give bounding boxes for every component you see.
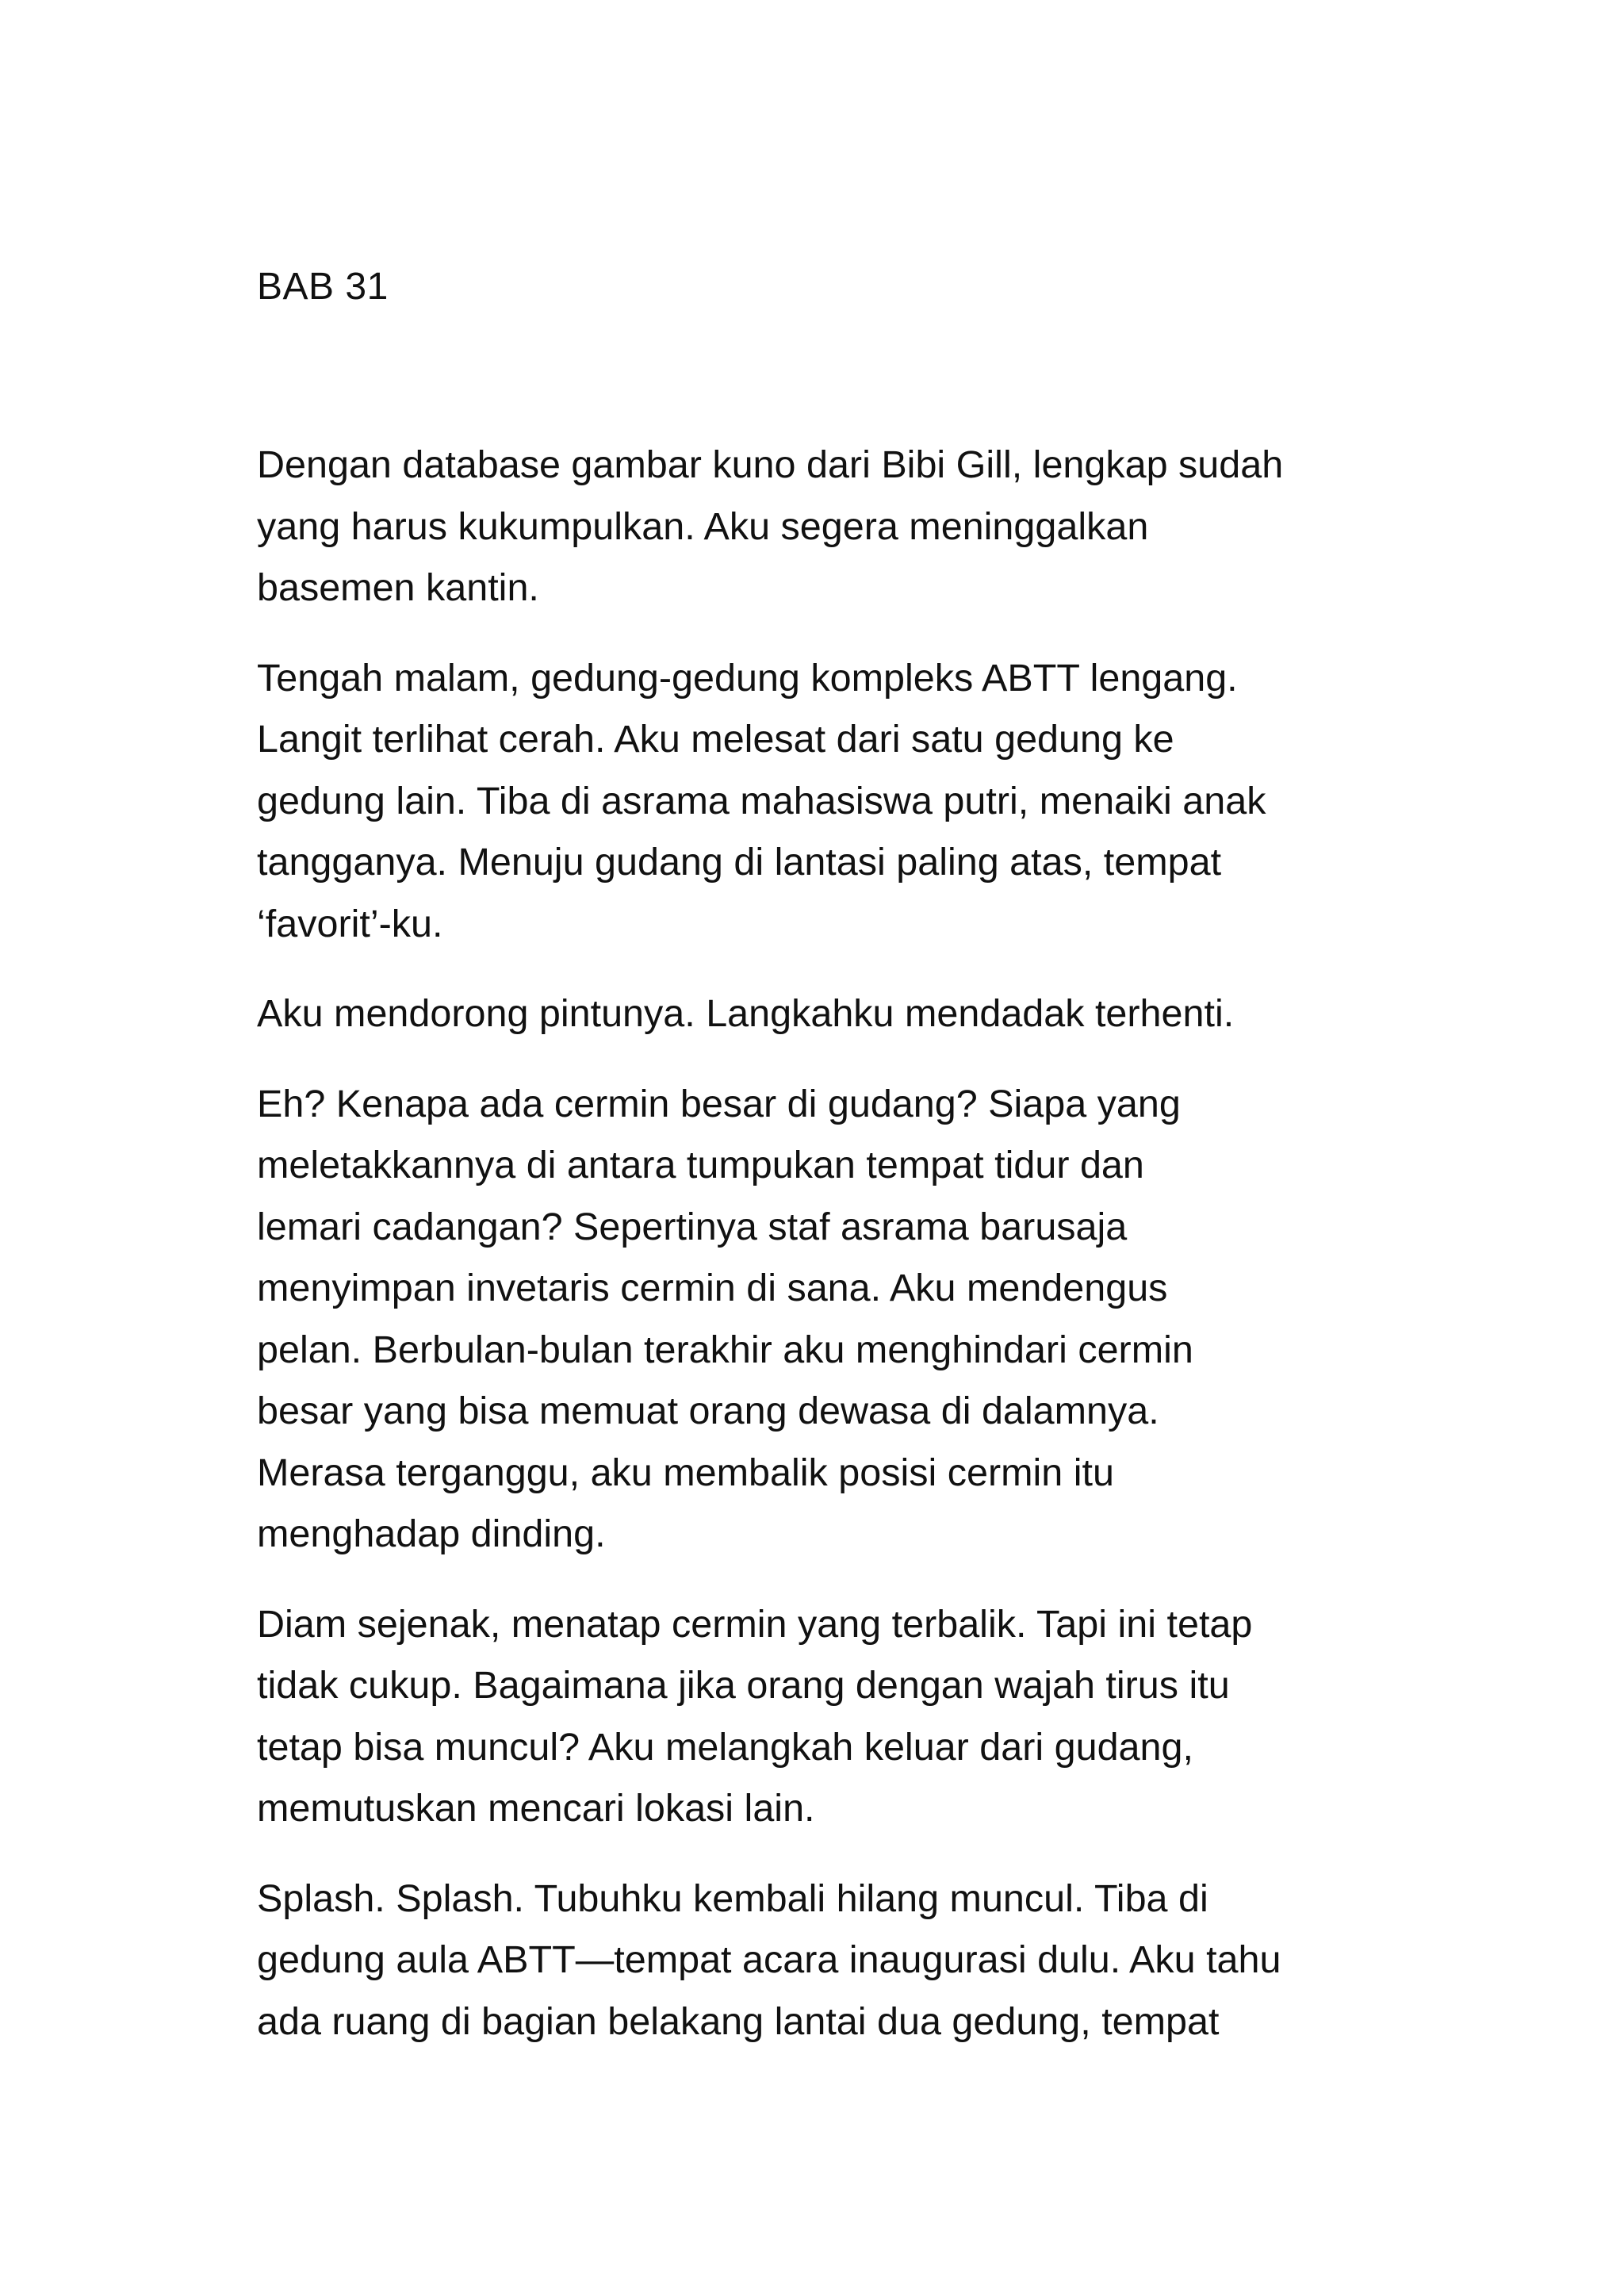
text-line: yang harus kukumpulkan. Aku segera meninggalkan <box>257 504 1149 548</box>
text-line: Diam sejenak, menatap cermin yang terbalik. Tapi ini tetap <box>257 1602 1253 1646</box>
paragraph-4 <box>257 1074 1383 1566</box>
text-line: Merasa terganggu, aku membalik posisi cermin itu <box>257 1451 1114 1494</box>
text-line: meletakkannya di antara tumpukan tempat tidur dan <box>257 1144 1144 1186</box>
text-line: lemari cadangan? Sepertinya staf asrama barusaja <box>257 1205 1128 1248</box>
text-line: basemen kantin. <box>257 566 539 609</box>
text-line: Tengah malam, gedung-gedung kompleks ABTT lengang. <box>257 656 1238 700</box>
text-line: besar yang bisa memuat orang dewasa di dalamnya. <box>257 1389 1159 1432</box>
paragraph-6 <box>257 1869 1383 2053</box>
text-line: ‘favorit’-ku. <box>257 902 443 945</box>
text-line: Dengan database gambar kuno dari Bibi Gill, lengkap sudah <box>257 443 1284 486</box>
body-text <box>257 435 1383 2081</box>
paragraph-5 <box>257 1594 1383 1840</box>
text-line: menyimpan invetaris cermin di sana. Aku mendengus <box>257 1267 1168 1309</box>
text-line: Eh? Kenapa ada cermin besar di gudang? Siapa yang <box>257 1082 1181 1125</box>
chapter-title: BAB 31 <box>257 266 389 308</box>
text-line: menghadap dinding. <box>257 1512 606 1555</box>
text-line: Langit terlihat cerah. Aku melesat dari satu gedung ke <box>257 718 1174 761</box>
paragraph-1 <box>257 435 1383 619</box>
paragraph-3 <box>257 983 1383 1045</box>
text-line: Aku mendorong pintunya. Langkahku mendadak terhenti. <box>257 992 1235 1035</box>
text-line: tetap bisa muncul? Aku melangkah keluar dari gudang, <box>257 1725 1193 1769</box>
text-line: ada ruang di bagian belakang lantai dua gedung, tempat <box>257 1999 1220 2043</box>
text-line: tidak cukup. Bagaimana jika orang dengan wajah tirus itu <box>257 1664 1230 1707</box>
text-line: memutuskan mencari lokasi lain. <box>257 1787 815 1830</box>
text-line: gedung aula ABTT—tempat acara inaugurasi dulu. Aku tahu <box>257 1938 1281 1981</box>
text-line: tangganya. Menuju gudang di lantasi paling atas, tempat <box>257 841 1222 884</box>
text-line: gedung lain. Tiba di asrama mahasiswa putri, menaiki anak <box>257 779 1266 822</box>
text-line: pelan. Berbulan-bulan terakhir aku menghindari cermin <box>257 1328 1193 1371</box>
text-line: Splash. Splash. Tubuhku kembali hilang muncul. Tiba di <box>257 1876 1208 1920</box>
paragraph-2 <box>257 648 1383 956</box>
